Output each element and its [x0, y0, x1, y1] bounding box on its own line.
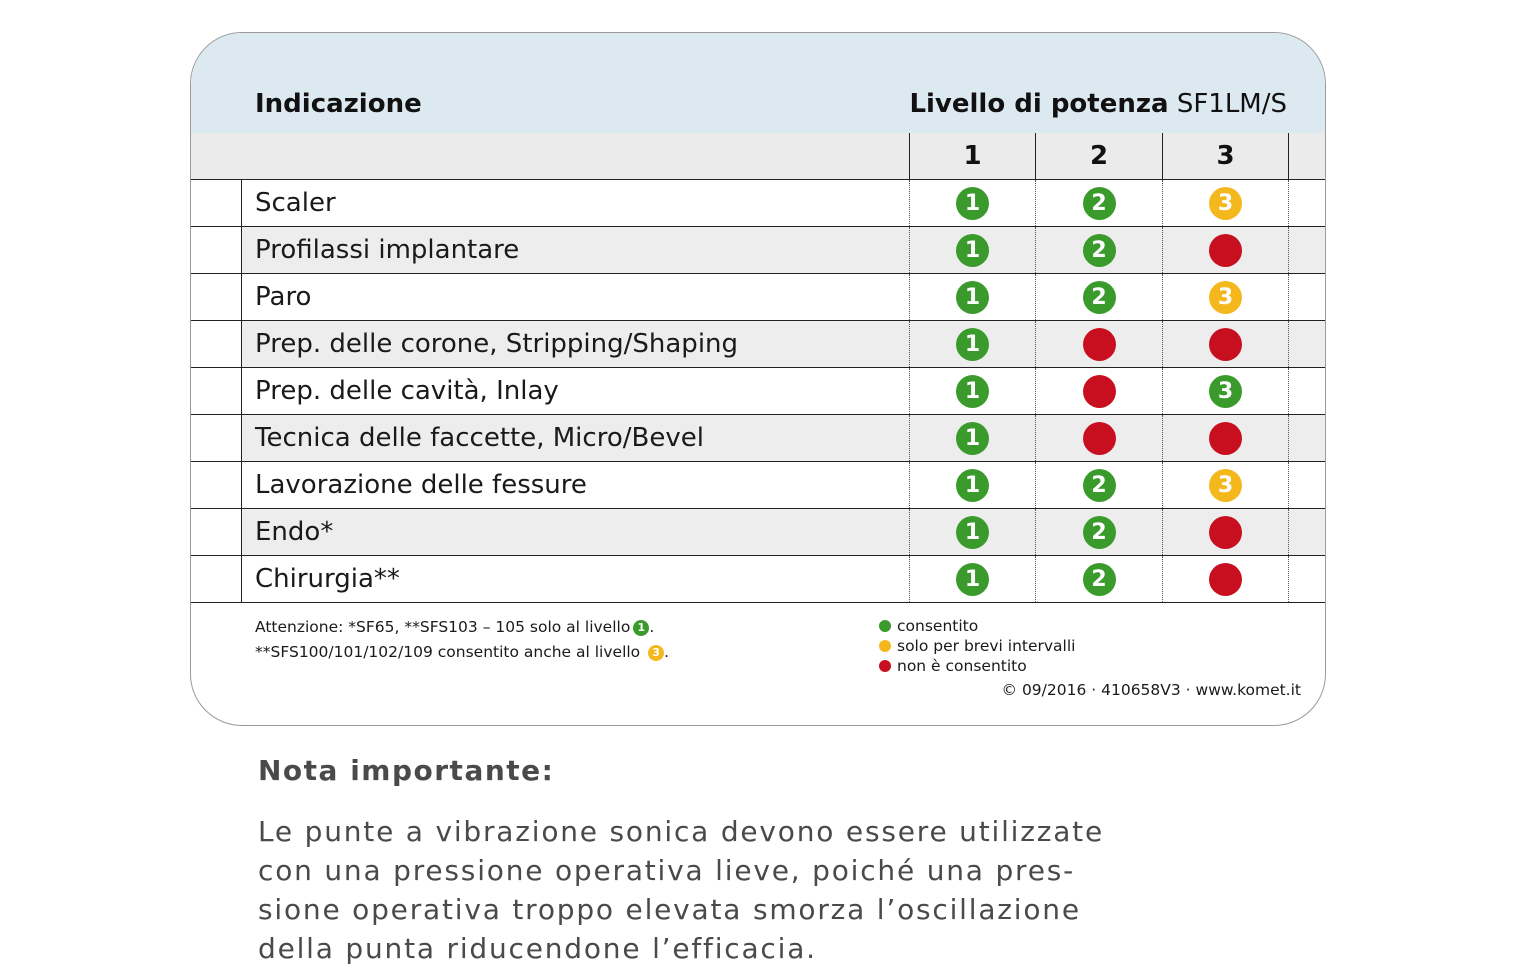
green-status-icon: 2 — [1083, 563, 1116, 596]
level-2-cell — [1035, 274, 1162, 320]
row-label: Scaler — [255, 188, 336, 218]
row-stub — [191, 509, 242, 555]
legend-label: solo per brevi intervalli — [897, 637, 1076, 655]
level-1-cell — [909, 227, 1035, 273]
row-stub — [191, 415, 242, 461]
level-3-cell — [1162, 556, 1288, 602]
indication-card — [190, 32, 1326, 726]
table-row — [191, 368, 1325, 415]
column-header-indicazione: Indicazione — [255, 89, 422, 119]
nota-line: della punta riducendone l’efficacia. — [258, 932, 817, 965]
level-1-cell — [909, 321, 1035, 367]
level-2-cell — [1035, 180, 1162, 226]
legend — [879, 616, 1075, 676]
row-stub — [191, 227, 242, 273]
table-row — [191, 274, 1325, 321]
table-row — [191, 180, 1325, 227]
row-end-cell — [1288, 462, 1325, 508]
level-2-cell — [1035, 227, 1162, 273]
nota-line: sione operativa troppo elevata smorza l’oscillazione — [258, 893, 1081, 926]
level-header-2: 2 — [1035, 133, 1162, 179]
row-stub — [191, 462, 242, 508]
level-3-cell — [1162, 509, 1288, 555]
row-stub — [191, 556, 242, 602]
card-header — [191, 33, 1325, 133]
table-row — [191, 462, 1325, 509]
green-status-icon: 2 — [1083, 281, 1116, 314]
legend-item — [879, 656, 1075, 676]
level-header-3: 3 — [1162, 133, 1288, 179]
legend-label: consentito — [897, 617, 979, 635]
green-status-icon: 2 — [1083, 234, 1116, 267]
red-status-icon — [1083, 422, 1116, 455]
level-1-cell — [909, 509, 1035, 555]
notes — [255, 615, 669, 665]
red-status-icon — [1083, 328, 1116, 361]
row-end-cell — [1288, 368, 1325, 414]
row-end-cell — [1288, 274, 1325, 320]
yellow-status-icon: 3 — [1209, 469, 1242, 502]
table-row — [191, 509, 1325, 556]
row-end-cell — [1288, 227, 1325, 273]
level-3-cell — [1162, 462, 1288, 508]
note-line-2: **SFS100/101/102/109 consentito anche al livello 3 . — [255, 643, 670, 661]
level-3-cell — [1162, 415, 1288, 461]
row-label: Prep. delle corone, Stripping/Shaping — [255, 329, 739, 359]
level-1-cell — [909, 415, 1035, 461]
level-1-cell — [909, 556, 1035, 602]
level-2-cell — [1035, 321, 1162, 367]
table-row — [191, 556, 1325, 603]
green-status-icon: 3 — [1209, 375, 1242, 408]
livello-label: Livello di potenza — [909, 89, 1169, 119]
green-status-icon: 1 — [956, 469, 989, 502]
row-label: Profilassi implantare — [255, 235, 520, 265]
row-end-cell — [1288, 509, 1325, 555]
green-status-icon: 1 — [956, 234, 989, 267]
nota-line: Le punte a vibrazione sonica devono essere utilizzate — [258, 815, 1104, 848]
red-status-icon — [1209, 234, 1242, 267]
yellow-status-icon: 3 — [1209, 281, 1242, 314]
level-header-1: 1 — [909, 133, 1035, 179]
nota-body — [258, 812, 1218, 968]
table-row — [191, 321, 1325, 368]
row-stub — [191, 274, 242, 320]
green-status-icon: 1 — [956, 422, 989, 455]
row-stub — [191, 321, 242, 367]
table-row — [191, 415, 1325, 462]
note-line-1: Attenzione: *SF65, **SFS103 – 105 solo al livello 1 . — [255, 618, 655, 636]
levels-header-row — [191, 133, 1325, 180]
yellow-dot-icon — [879, 640, 891, 652]
red-status-icon — [1209, 422, 1242, 455]
copyright: © 09/2016 · 410658V3 · www.komet.it — [1001, 681, 1301, 699]
row-label: Paro — [255, 282, 312, 312]
row-end-cell — [1288, 556, 1325, 602]
red-status-icon — [1209, 563, 1242, 596]
level-1-cell — [909, 274, 1035, 320]
level-3-cell — [1162, 321, 1288, 367]
green-status-icon: 1 — [956, 187, 989, 220]
level-2-cell — [1035, 509, 1162, 555]
green-status-icon: 1 — [956, 281, 989, 314]
red-dot-icon — [879, 660, 891, 672]
nota-line: con una pressione operativa lieve, poiché una pres- — [258, 854, 1076, 887]
model-code: SF1LM/S — [1176, 89, 1287, 119]
column-header-livello — [909, 89, 1287, 119]
level-1-cell — [909, 368, 1035, 414]
table-row — [191, 227, 1325, 274]
green-status-icon: 1 — [956, 563, 989, 596]
red-status-icon — [1083, 375, 1116, 408]
green-status-icon: 2 — [1083, 187, 1116, 220]
level-3-cell — [1162, 227, 1288, 273]
row-label: Lavorazione delle fessure — [255, 470, 587, 500]
level-header-end — [1288, 133, 1326, 179]
legend-item — [879, 616, 1075, 636]
legend-label: non è consentito — [897, 657, 1027, 675]
level-2-cell — [1035, 415, 1162, 461]
level-1-cell — [909, 462, 1035, 508]
row-stub — [191, 180, 242, 226]
level-2-cell — [1035, 556, 1162, 602]
row-stub — [191, 368, 242, 414]
green-status-icon: 1 — [956, 516, 989, 549]
level-3-cell — [1162, 368, 1288, 414]
level-3-badge-icon: 3 — [648, 645, 664, 661]
legend-item — [879, 636, 1075, 656]
row-end-cell — [1288, 415, 1325, 461]
nota-title: Nota importante: — [258, 754, 555, 787]
level-2-cell — [1035, 462, 1162, 508]
row-end-cell — [1288, 180, 1325, 226]
yellow-status-icon: 3 — [1209, 187, 1242, 220]
green-dot-icon — [879, 620, 891, 632]
level-1-cell — [909, 180, 1035, 226]
row-label: Endo* — [255, 517, 334, 547]
row-label: Chirurgia** — [255, 564, 400, 594]
row-label: Prep. delle cavità, Inlay — [255, 376, 559, 406]
level-3-cell — [1162, 274, 1288, 320]
indication-rows — [191, 180, 1325, 603]
red-status-icon — [1209, 328, 1242, 361]
green-status-icon: 1 — [956, 375, 989, 408]
red-status-icon — [1209, 516, 1242, 549]
row-end-cell — [1288, 321, 1325, 367]
green-status-icon: 2 — [1083, 516, 1116, 549]
level-1-badge-icon: 1 — [633, 620, 649, 636]
green-status-icon: 1 — [956, 328, 989, 361]
green-status-icon: 2 — [1083, 469, 1116, 502]
row-label: Tecnica delle faccette, Micro/Bevel — [255, 423, 704, 453]
level-2-cell — [1035, 368, 1162, 414]
level-3-cell — [1162, 180, 1288, 226]
